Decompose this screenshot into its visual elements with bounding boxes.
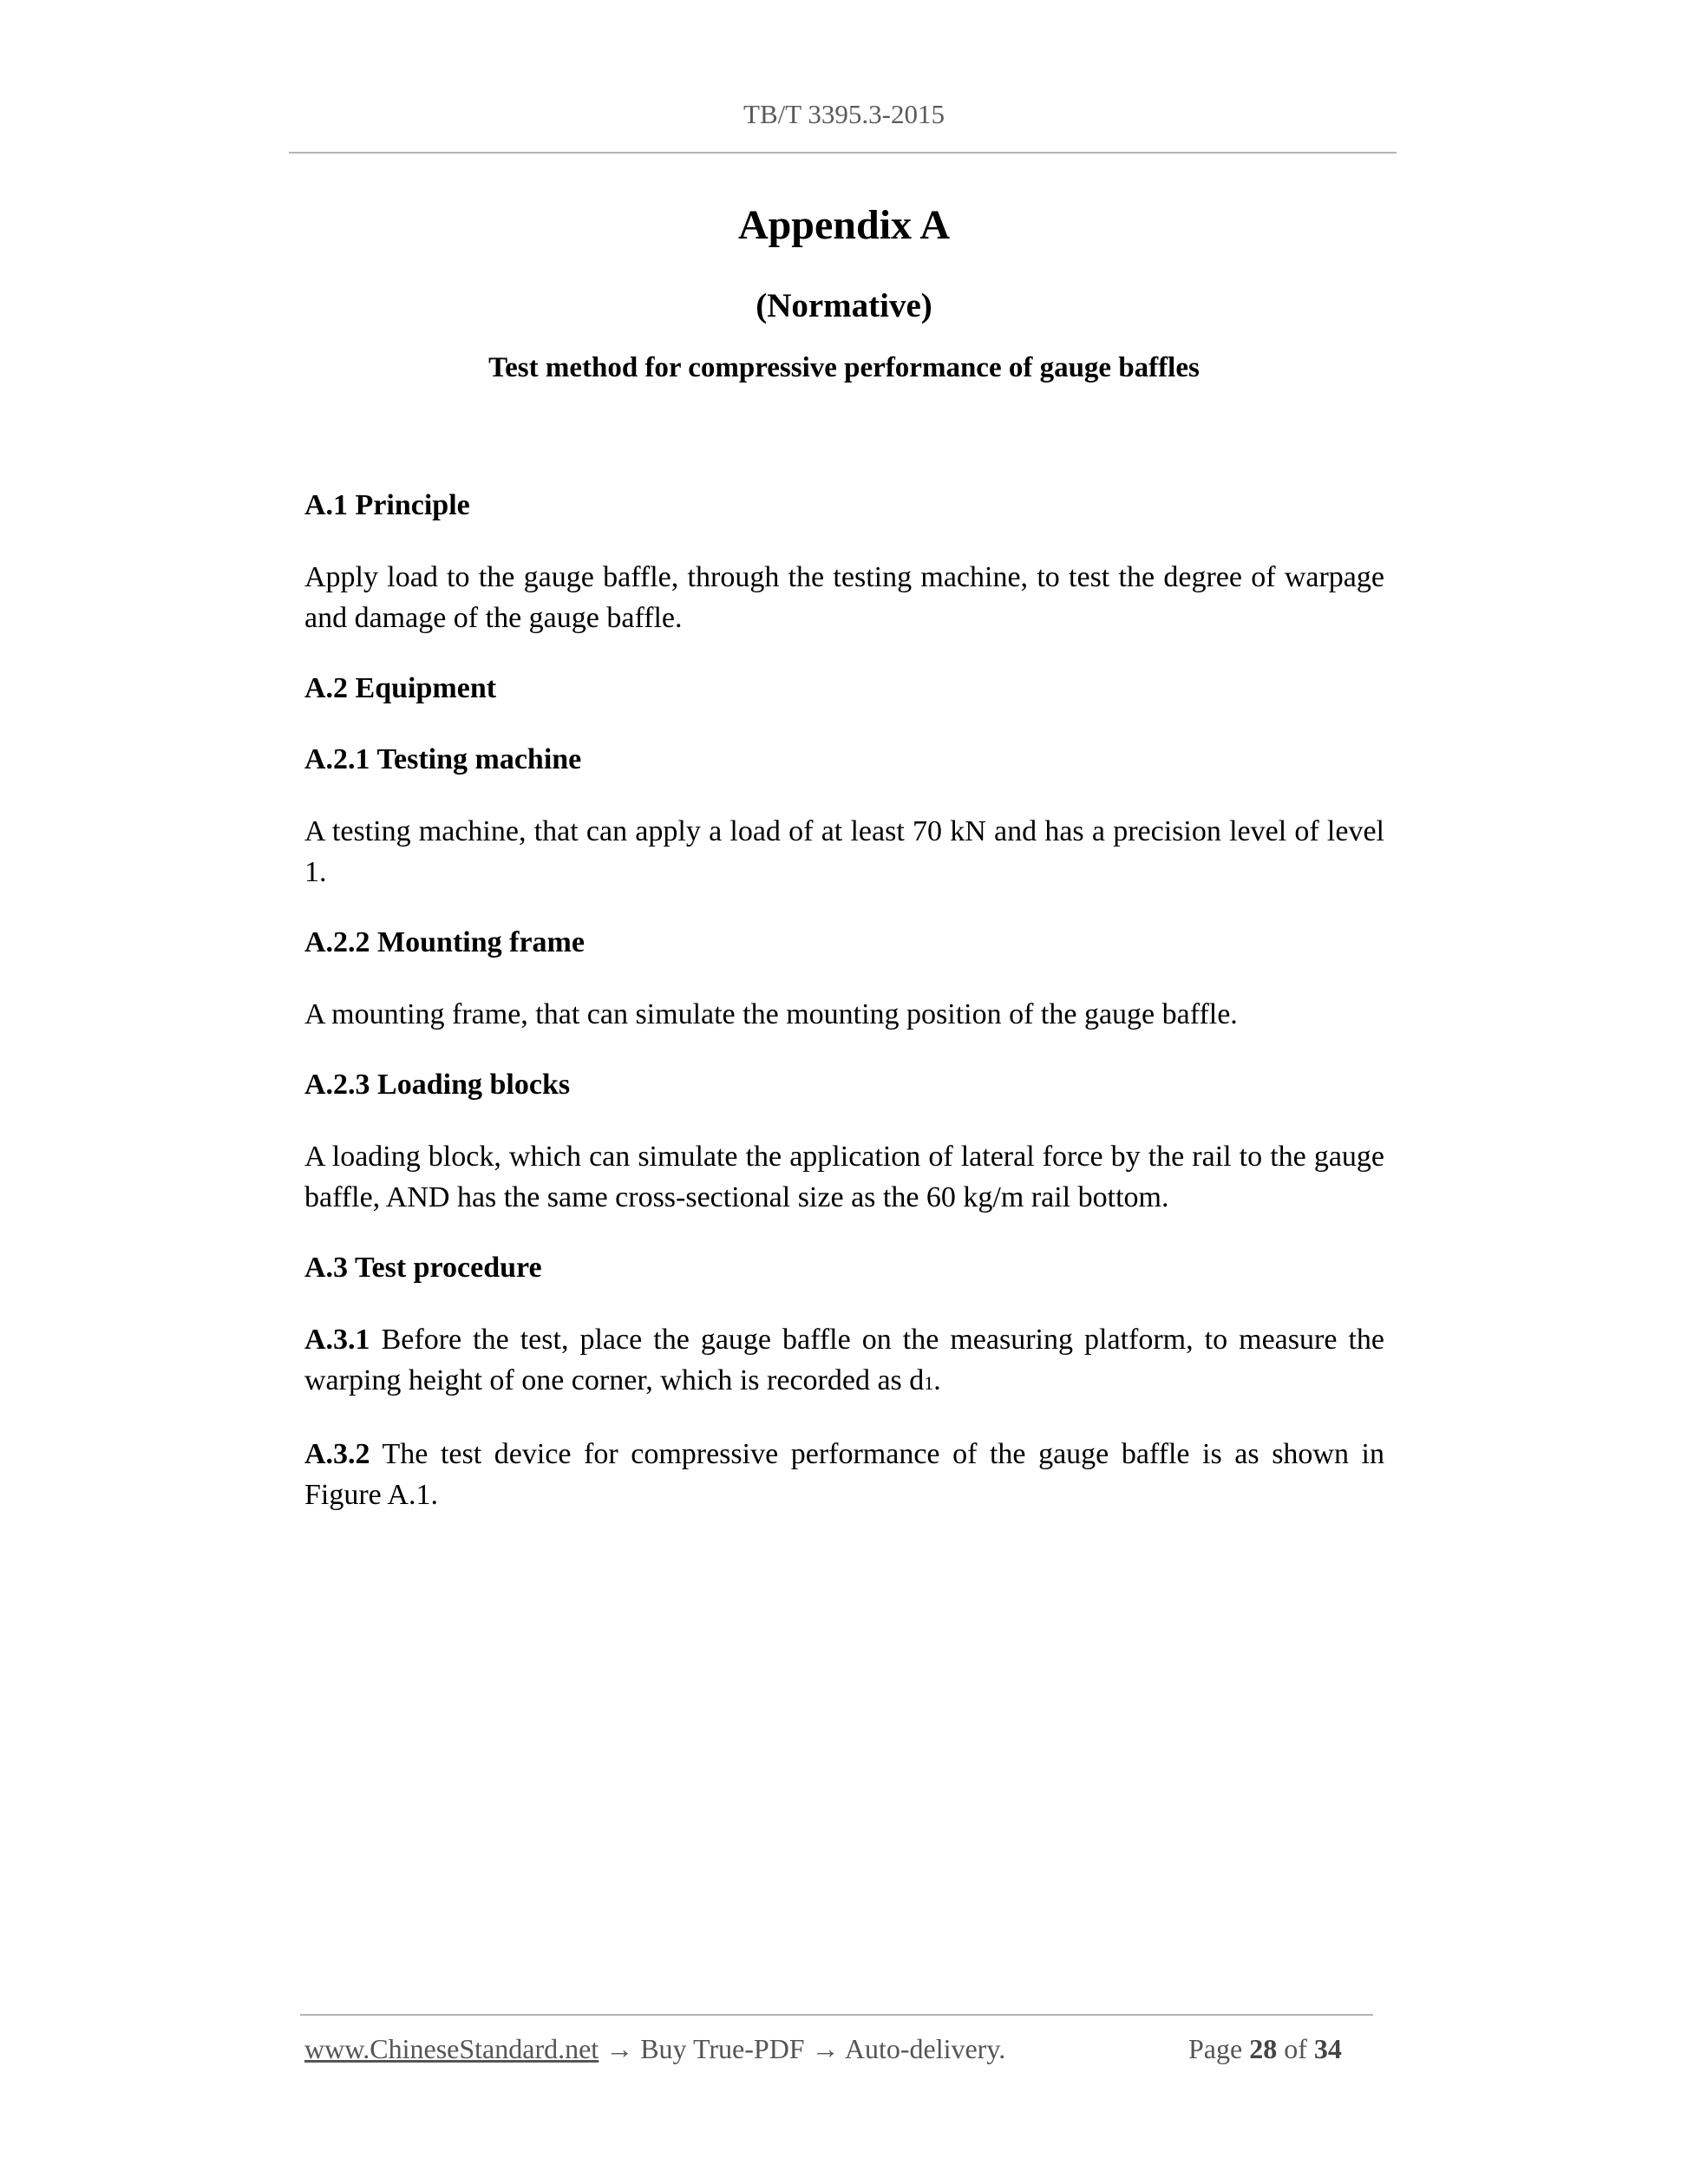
section-a1-text: Apply load to the gauge baffle, through the testing machine, to test the degree of warpage and damage of the gauge baffle. <box>304 561 1384 634</box>
section-a32-paragraph <box>304 1434 1384 1515</box>
section-a31-label: A.3.1 <box>304 1324 370 1356</box>
appendix-title: Appendix A <box>737 202 951 248</box>
section-a31-end: . <box>933 1364 941 1396</box>
section-a32-label: A.3.2 <box>304 1438 370 1470</box>
header-divider <box>289 152 1397 154</box>
section-a22-text: A mounting frame, that can simulate the mounting position of the gauge baffle. <box>304 998 1238 1030</box>
section-a31-text: Before the test, place the gauge baffle on the measuring platform, to measure the warping height of one corner, which is recorded as d <box>304 1324 1384 1396</box>
section-a21-heading: A.2.1 Testing machine <box>304 743 582 775</box>
footer-promo <box>304 2033 1005 2065</box>
auto-delivery-text: Auto-delivery. <box>844 2033 1006 2064</box>
document-body <box>304 486 1384 1546</box>
section-a31-subscript: 1 <box>924 1372 934 1394</box>
appendix-normative-label: (Normative) <box>756 287 932 324</box>
section-a3-heading: A.3 Test procedure <box>304 1252 542 1284</box>
arrow-right-icon: → <box>605 2033 634 2064</box>
website-link[interactable]: www.ChineseStandard.net <box>304 2033 599 2064</box>
page-indicator <box>1188 2033 1342 2065</box>
section-a22-heading: A.2.2 Mounting frame <box>304 926 585 958</box>
section-a31-paragraph <box>304 1319 1384 1403</box>
of-label: of <box>1284 2033 1307 2064</box>
section-a23-heading: A.2.3 Loading blocks <box>304 1069 571 1101</box>
document-id: TB/T 3395.3-2015 <box>743 99 945 129</box>
arrow-right-icon: → <box>811 2033 840 2064</box>
buy-pdf-text: Buy True-PDF <box>640 2033 805 2064</box>
appendix-subtitle: Test method for compressive performance of gauge baffles <box>488 352 1200 383</box>
section-a21-text: A testing machine, that can apply a load of at least 70 kN and has a precision level of level 1. <box>304 815 1384 888</box>
page-label: Page <box>1188 2033 1243 2064</box>
section-a23-text: A loading block, which can simulate the application of lateral force by the rail to the gauge baffle, AND has the same cross-sectional size as the 60 kg/m rail bottom. <box>304 1141 1384 1213</box>
page-number: 28 <box>1249 2033 1278 2064</box>
section-a1-heading: A.1 Principle <box>304 489 470 521</box>
footer-divider <box>300 2014 1373 2016</box>
section-a32-text: The test device for compressive performance of the gauge baffle is as shown in Figure A.1. <box>304 1438 1384 1511</box>
total-pages: 34 <box>1313 2033 1342 2064</box>
section-a2-heading: A.2 Equipment <box>304 672 497 704</box>
